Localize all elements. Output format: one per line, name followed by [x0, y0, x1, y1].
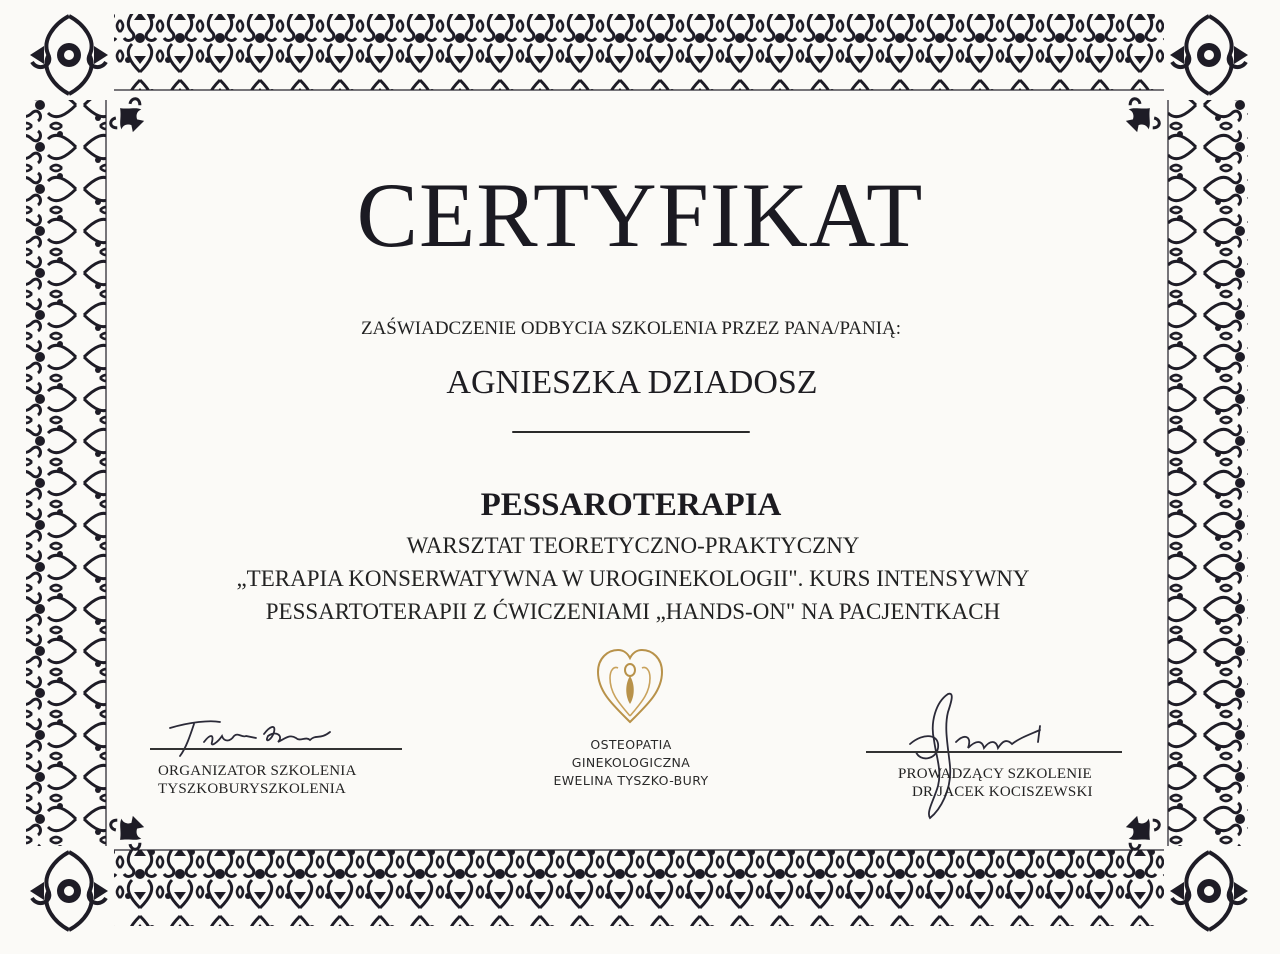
- course-description-line: „TERAPIA KONSERWATYWNA W UROGINEKOLOGII". KURS INTENSYWNY: [236, 566, 1030, 591]
- recipient-name: AGNIESZKA DZIADOSZ: [446, 364, 818, 401]
- instructor-role: PROWADZĄCY SZKOLENIE: [898, 766, 1092, 782]
- certificate-intro: ZAŚWIADCZENIE ODBYCIA SZKOLENIA PRZEZ PANA/PANIĄ:: [360, 318, 902, 339]
- logo-text: EWELINA TYSZKO-BURY: [553, 773, 709, 788]
- logo-text: OSTEOPATIA: [590, 737, 672, 752]
- course-description-line: PESSARTOTERAPII Z ĆWICZENIAMI „HANDS-ON" NA PACJENTKACH: [265, 599, 1001, 624]
- instructor-name: DR JACEK KOCISZEWSKI: [912, 784, 1093, 800]
- signature-line: [150, 748, 402, 750]
- certificate-title: CERTYFIKAT: [356, 164, 924, 266]
- course-description-line: WARSZTAT TEORETYCZNO-PRAKTYCZNY: [406, 533, 860, 558]
- course-title: PESSAROTERAPIA: [480, 487, 782, 523]
- signature-line: [866, 751, 1122, 753]
- name-underline: [512, 431, 750, 433]
- organizer-name: TYSZKOBURYSZKOLENIA: [158, 781, 346, 797]
- organizer-role: ORGANIZATOR SZKOLENIA: [158, 763, 357, 779]
- heart-figure-logo-icon: [594, 646, 666, 726]
- organizer-signature: [160, 712, 360, 762]
- logo-text: GINEKOLOGICZNA: [571, 755, 691, 770]
